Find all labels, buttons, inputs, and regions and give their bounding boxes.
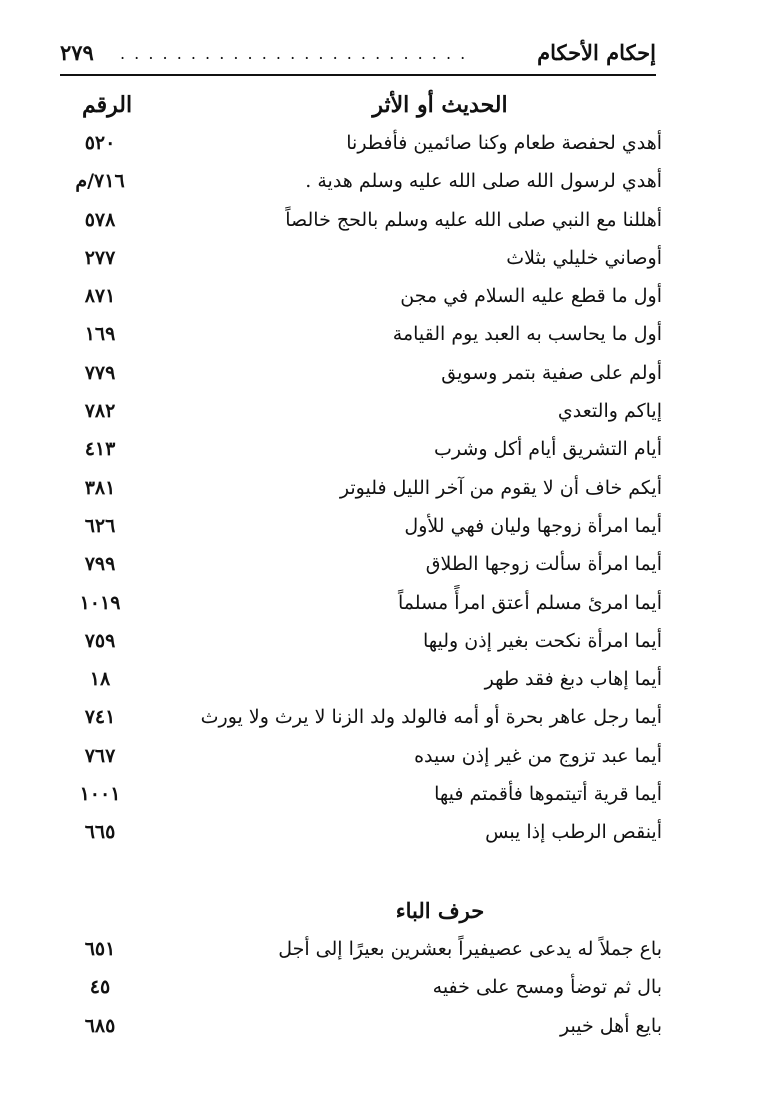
index-row (0, 358, 762, 396)
hadith-text: إياكم والتعدي (557, 400, 662, 423)
hadith-text: أيكم خاف أن لا يقوم من آخر الليل فليوتر (339, 476, 662, 499)
hadith-number: ٧١٦/م (75, 170, 125, 193)
hadith-text: أيما رجل عاهر بحرة أو أمه فالولد ولد الزنا لا يرث ولا يورث (200, 706, 662, 729)
hadith-number: ١٠١٩ (79, 591, 121, 614)
hadith-number: ٧٩٩ (84, 553, 116, 576)
index-row (0, 934, 762, 972)
index-row (0, 434, 762, 472)
index-row (0, 205, 762, 243)
hadith-text: أهدي لرسول الله صلى الله عليه وسلم هدية . (305, 170, 662, 193)
column-header-number: الرقم (81, 92, 133, 118)
hadith-text: أيام التشريق أيام أكل وشرب (434, 438, 662, 461)
index-row (0, 664, 762, 702)
hadith-number: ٨٧١ (84, 285, 116, 308)
index-row (0, 128, 762, 166)
hadith-text: أهللنا مع النبي صلى الله عليه وسلم بالحج خالصاً (285, 208, 662, 231)
hadith-number: ٦٥١ (84, 938, 116, 960)
index-row (0, 396, 762, 434)
section-index-list (0, 934, 762, 1049)
index-row (0, 626, 762, 664)
index-row (0, 166, 762, 204)
hadith-number: ٤١٣ (84, 438, 116, 461)
hadith-number: ٦٨٥ (84, 1014, 116, 1037)
hadith-number: ٢٧٧ (84, 246, 116, 269)
index-row (0, 473, 762, 511)
hadith-number: ٧٥٩ (84, 629, 116, 652)
index-row (0, 779, 762, 817)
index-row (0, 817, 762, 855)
index-row (0, 281, 762, 319)
hadith-text: أولم على صفية بتمر وسويق (441, 361, 662, 384)
hadith-text: أهدي لحفصة طعام وكنا صائمين فأفطرنا (346, 132, 662, 154)
hadith-number: ١٨ (89, 668, 111, 691)
hadith-text: أول ما قطع عليه السلام في مجن (400, 285, 662, 308)
hadith-number: ٦٦٥ (84, 821, 116, 844)
leader-dots: . . . . . . . . . . . . . . . . . . . . . . . . . (120, 44, 468, 63)
section-heading: حرف الباء (395, 898, 485, 923)
hadith-text: أيما إهاب دبغ فقد طهر (484, 668, 662, 691)
index-row (0, 972, 762, 1010)
hadith-text: أيما عبد تزوج من غير إذن سيده (414, 744, 662, 767)
hadith-number: ٧٦٧ (84, 744, 116, 767)
page-number: ٢٧٩ (60, 40, 94, 65)
index-row (0, 702, 762, 740)
hadith-text: أيما امرأة زوجها وليان فهي للأول (404, 514, 662, 537)
hadith-number: ٧٧٩ (84, 361, 116, 384)
hadith-number: ٣٨١ (84, 476, 116, 499)
index-row (0, 549, 762, 587)
index-row (0, 319, 762, 357)
hadith-text: أينقص الرطب إذا يبس (485, 821, 662, 844)
hadith-number: ١٠٠١ (79, 783, 121, 806)
hadith-number: ٦٢٦ (84, 514, 116, 537)
column-header-hadith: الحديث أو الأثر (372, 92, 508, 118)
hadith-text: أيما امرأة نكحت بغير إذن وليها (422, 629, 662, 652)
hadith-text: أيما امرئ مسلم أعتق امرأً مسلماً (397, 591, 662, 614)
index-list (0, 128, 762, 856)
hadith-number: ٧٤١ (84, 706, 116, 729)
index-row (0, 511, 762, 549)
hadith-number: ٥٧٨ (84, 208, 116, 231)
hadith-text: بايع أهل خيبر (560, 1014, 662, 1037)
hadith-text: أول ما يحاسب به العبد يوم القيامة (392, 323, 662, 346)
page-header (60, 38, 656, 76)
hadith-number: ٧٨٢ (84, 400, 116, 423)
hadith-number: ٥٢٠ (84, 132, 116, 154)
hadith-text: بال ثم توضأ ومسح على خفيه (432, 976, 662, 999)
hadith-text: أوصاني خليلي بثلاث (506, 246, 662, 269)
hadith-number: ٤٥ (89, 976, 111, 999)
book-title: إحكام الأحكام (537, 40, 656, 65)
hadith-number: ١٦٩ (84, 323, 116, 346)
hadith-text: باع جملاً له يدعى عصيفيراً بعشرين بعيرًا إلى أجل (278, 938, 662, 960)
hadith-text: أيما امرأة سألت زوجها الطلاق (425, 553, 662, 576)
index-row (0, 1011, 762, 1049)
index-row (0, 243, 762, 281)
hadith-text: أيما قرية أتيتموها فأقمتم فيها (434, 783, 662, 806)
index-row (0, 588, 762, 626)
index-row (0, 741, 762, 779)
